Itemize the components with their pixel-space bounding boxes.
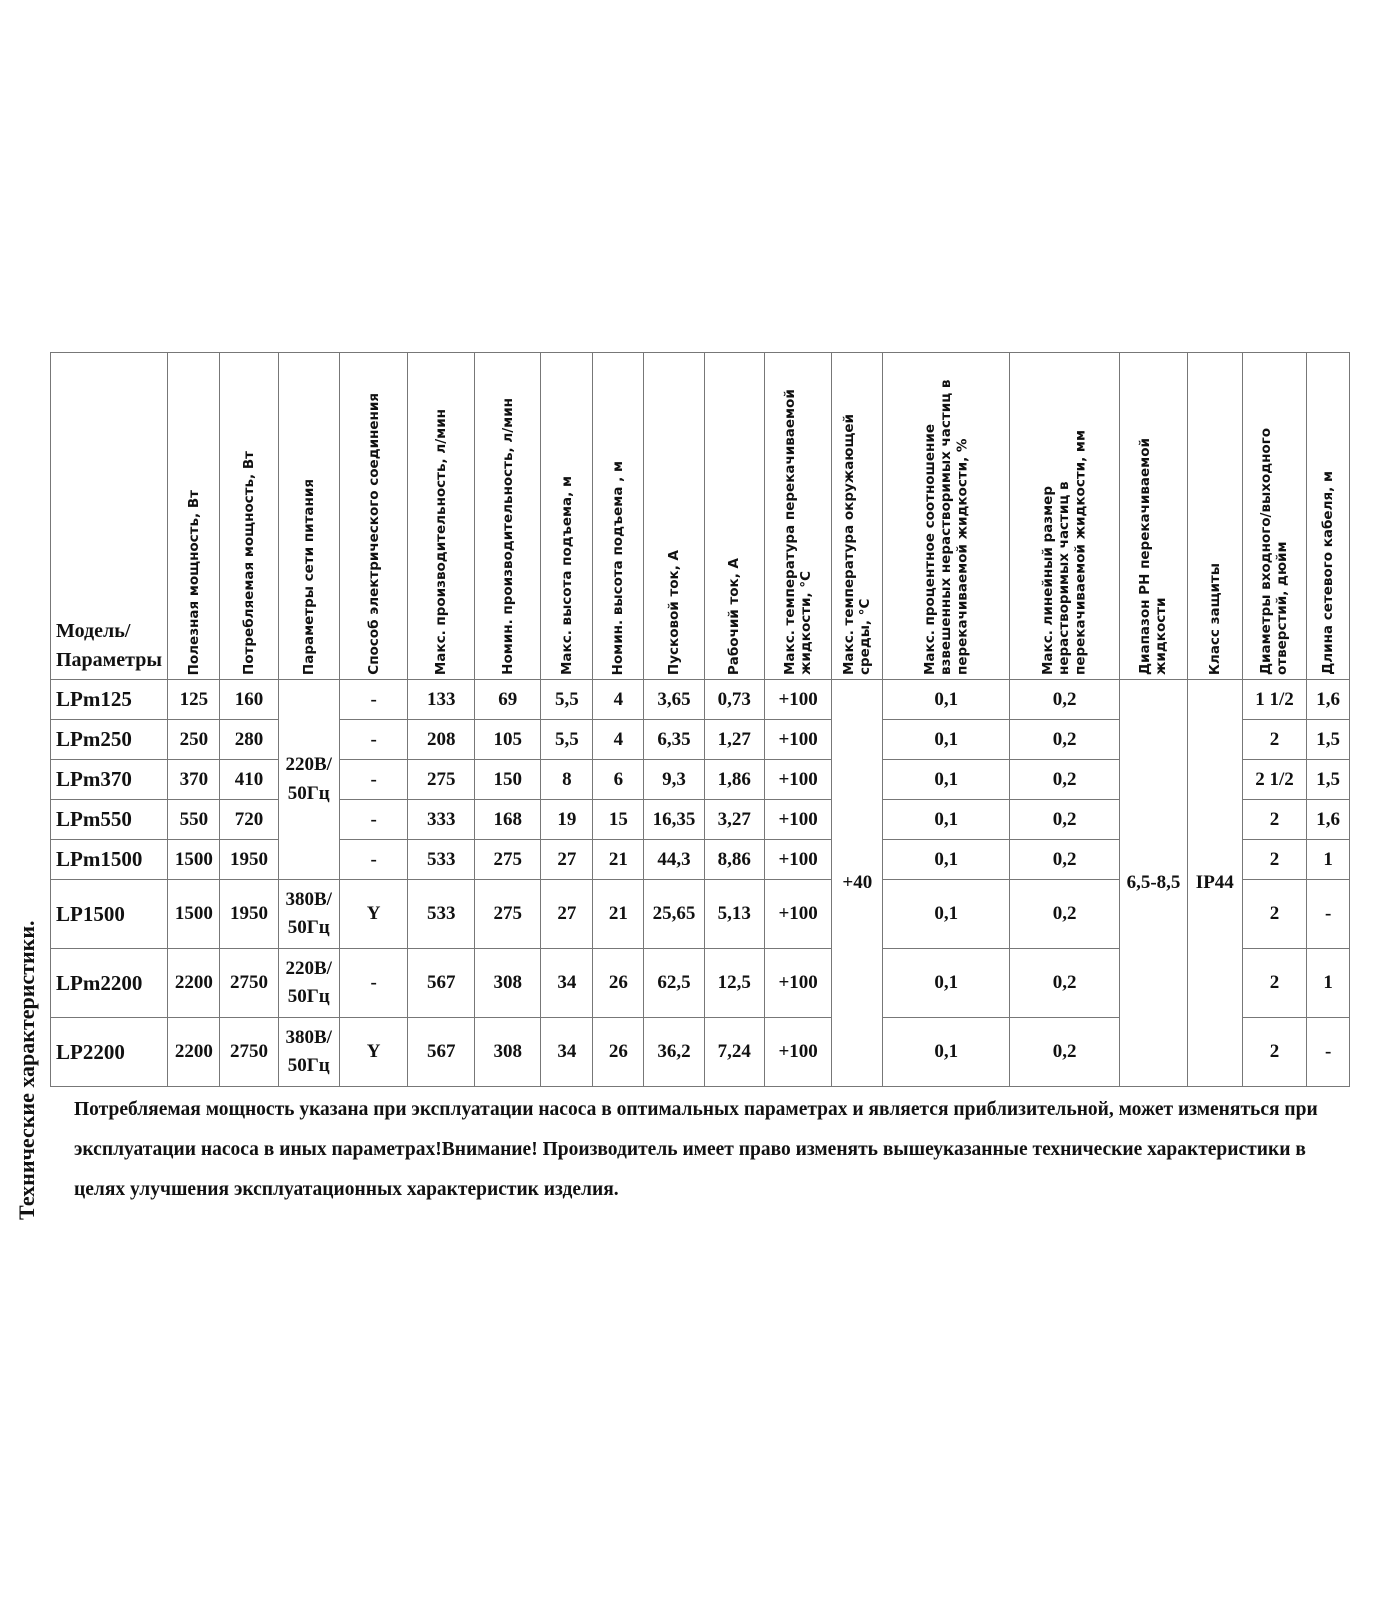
table-cell: 0,1 xyxy=(883,949,1010,1018)
model-cell: LPm1500 xyxy=(51,840,168,880)
table-cell: 1,86 xyxy=(704,760,764,800)
table-cell: 3,65 xyxy=(644,680,704,720)
corner-label: Модель/ Параметры xyxy=(51,353,168,680)
table-cell: 0,2 xyxy=(1010,680,1120,720)
table-cell: 208 xyxy=(408,720,475,760)
table-cell: 5,5 xyxy=(541,720,593,760)
table-cell: +100 xyxy=(764,720,832,760)
model-cell: LP1500 xyxy=(51,880,168,949)
table-cell: - xyxy=(1307,880,1350,949)
table-cell: 8 xyxy=(541,760,593,800)
table-cell: - xyxy=(339,680,408,720)
table-cell: 2 xyxy=(1242,720,1306,760)
table-cell: 16,35 xyxy=(644,800,704,840)
header-cell: Номин. производительность, л/мин xyxy=(499,398,516,675)
ph-range-merged-cell: 6,5-8,5 xyxy=(1120,680,1188,1087)
table-cell: 0,1 xyxy=(883,840,1010,880)
header-cell: Макс. линейный размер нерастворимых частиц в перекачиваемой жидкости, мм xyxy=(1040,430,1089,675)
table-cell: 1,27 xyxy=(704,720,764,760)
table-cell: +100 xyxy=(764,680,832,720)
table-cell: 1950 xyxy=(220,880,278,949)
header-row xyxy=(51,353,1350,680)
table-cell: 36,2 xyxy=(644,1018,704,1087)
table-cell: 0,1 xyxy=(883,760,1010,800)
table-cell: 0,2 xyxy=(1010,800,1120,840)
table-cell: 1 xyxy=(1307,949,1350,1018)
table-cell: 0,1 xyxy=(883,800,1010,840)
header-cell: Потребляемая мощность, Вт xyxy=(240,450,257,675)
table-cell: 7,24 xyxy=(704,1018,764,1087)
table-cell: 34 xyxy=(541,1018,593,1087)
table-cell: 21 xyxy=(593,840,644,880)
table-cell: 5,5 xyxy=(541,680,593,720)
table-cell: 0,2 xyxy=(1010,1018,1120,1087)
protection-class-merged-cell: IP44 xyxy=(1187,680,1242,1087)
footnote: Потребляемая мощность указана при эксплуатации насоса в оптимальных параметрах и является приблизительной, может изменяться при эксплуатации насоса в иных параметрах!Внимание! Производитель имеет право изменять вышеуказанные технические характеристики в целях улучшения эксплуатационных характеристик изделия. xyxy=(74,1099,1318,1200)
table-cell: 0,2 xyxy=(1010,720,1120,760)
table-cell: 0,2 xyxy=(1010,840,1120,880)
table-cell: 125 xyxy=(168,680,220,720)
table-cell: 2 xyxy=(1242,840,1306,880)
table-cell: 720 xyxy=(220,800,278,840)
table-cell: 1 1/2 xyxy=(1242,680,1306,720)
table-cell: 26 xyxy=(593,1018,644,1087)
table-cell: 2 xyxy=(1242,949,1306,1018)
header-cell: Диапазон PH перекачиваемой жидкости xyxy=(1137,438,1170,675)
spec-table xyxy=(50,352,1350,1087)
table-cell: 1,5 xyxy=(1307,720,1350,760)
table-cell: 0,1 xyxy=(883,880,1010,949)
table-cell: 0,2 xyxy=(1010,760,1120,800)
table-cell: 1 xyxy=(1307,840,1350,880)
header-cell: Макс. температура окружающей среды, °С xyxy=(841,413,874,675)
model-cell: LPm2200 xyxy=(51,949,168,1018)
table-cell: 3,27 xyxy=(704,800,764,840)
table-row xyxy=(51,680,1350,720)
table-cell: 250 xyxy=(168,720,220,760)
table-cell: 1500 xyxy=(168,880,220,949)
table-cell: 69 xyxy=(474,680,541,720)
table-cell: Y xyxy=(339,1018,408,1087)
table-cell: 2200 xyxy=(168,949,220,1018)
table-cell: 62,5 xyxy=(644,949,704,1018)
table-cell: 5,13 xyxy=(704,880,764,949)
table-cell: 0,1 xyxy=(883,1018,1010,1087)
table-cell: 133 xyxy=(408,680,475,720)
header-cell: Макс. процентное соотношение взвешенных нерастворимых частиц в перекачиваемой жидкости, % xyxy=(921,379,971,675)
table-cell: 6,35 xyxy=(644,720,704,760)
table-cell: 410 xyxy=(220,760,278,800)
table-cell: 2750 xyxy=(220,949,278,1018)
header-cell: Длина сетевого кабеля, м xyxy=(1320,471,1337,675)
table-cell: 8,86 xyxy=(704,840,764,880)
table-cell: 2750 xyxy=(220,1018,278,1087)
table-cell: 333 xyxy=(408,800,475,840)
table-cell: 9,3 xyxy=(644,760,704,800)
table-cell: 0,2 xyxy=(1010,949,1120,1018)
table-cell: 280 xyxy=(220,720,278,760)
table-cell: 275 xyxy=(408,760,475,800)
table-cell: 44,3 xyxy=(644,840,704,880)
header-cell: Пусковой ток, А xyxy=(665,549,682,675)
table-cell: 0,73 xyxy=(704,680,764,720)
table-cell: 1,6 xyxy=(1307,680,1350,720)
table-cell: 533 xyxy=(408,840,475,880)
header-cell: Диаметры входного/выходного отверстий, дюйм xyxy=(1258,427,1291,675)
network-cell: 380В/ 50Гц xyxy=(278,1018,339,1087)
model-cell: LPm550 xyxy=(51,800,168,840)
table-cell: 21 xyxy=(593,880,644,949)
table-cell: 550 xyxy=(168,800,220,840)
table-cell: 1950 xyxy=(220,840,278,880)
table-cell: 533 xyxy=(408,880,475,949)
table-cell: 2 xyxy=(1242,880,1306,949)
table-cell: 0,1 xyxy=(883,680,1010,720)
header-cell: Макс. производительность, л/мин xyxy=(433,408,450,675)
table-cell: 2 1/2 xyxy=(1242,760,1306,800)
table-cell: +100 xyxy=(764,800,832,840)
table-cell: 1500 xyxy=(168,840,220,880)
header-cell: Класс защиты xyxy=(1206,562,1223,675)
header-cell: Макс. температура перекачиваемой жидкости, °С xyxy=(781,389,815,675)
side-title: Технические характеристики. xyxy=(14,920,39,1220)
table-cell: 1,6 xyxy=(1307,800,1350,840)
header-cell: Рабочий ток, А xyxy=(726,557,743,675)
header-cell: Номин. высота подъема , м xyxy=(610,460,627,675)
model-cell: LPm250 xyxy=(51,720,168,760)
table-cell: 0,1 xyxy=(883,720,1010,760)
table-cell: 105 xyxy=(474,720,541,760)
table-cell: +100 xyxy=(764,1018,832,1087)
table-cell: 26 xyxy=(593,949,644,1018)
table-cell: 567 xyxy=(408,1018,475,1087)
table-cell: - xyxy=(339,800,408,840)
table-cell: 0,2 xyxy=(1010,880,1120,949)
table-cell: Y xyxy=(339,880,408,949)
table-cell: 12,5 xyxy=(704,949,764,1018)
table-cell: 34 xyxy=(541,949,593,1018)
table-cell: 4 xyxy=(593,720,644,760)
table-cell: - xyxy=(339,840,408,880)
table-cell: 168 xyxy=(474,800,541,840)
table-cell: 160 xyxy=(220,680,278,720)
table-cell: 275 xyxy=(474,880,541,949)
model-cell: LP2200 xyxy=(51,1018,168,1087)
header-cell: Макс. высота подъема, м xyxy=(558,475,575,675)
table-cell: +100 xyxy=(764,949,832,1018)
table-cell: 25,65 xyxy=(644,880,704,949)
table-cell: - xyxy=(339,949,408,1018)
network-cell: 380В/ 50Гц xyxy=(278,880,339,949)
table-cell: 2 xyxy=(1242,800,1306,840)
table-cell: 6 xyxy=(593,760,644,800)
table-cell: 275 xyxy=(474,840,541,880)
table-cell: 19 xyxy=(541,800,593,840)
table-cell: - xyxy=(339,720,408,760)
table-cell: +100 xyxy=(764,840,832,880)
network-merged-cell: 220В/ 50Гц xyxy=(278,680,339,880)
table-cell: 308 xyxy=(474,949,541,1018)
table-cell: 308 xyxy=(474,1018,541,1087)
table-cell: 2 xyxy=(1242,1018,1306,1087)
table-cell: +100 xyxy=(764,760,832,800)
table-cell: 2200 xyxy=(168,1018,220,1087)
network-cell: 220В/ 50Гц xyxy=(278,949,339,1018)
ambient-temp-merged-cell: +40 xyxy=(832,680,883,1087)
table-cell: 150 xyxy=(474,760,541,800)
model-cell: LPm370 xyxy=(51,760,168,800)
table-cell: - xyxy=(339,760,408,800)
table-cell: 1,5 xyxy=(1307,760,1350,800)
header-cell: Способ электрического соединения xyxy=(365,393,382,675)
header-cell: Полезная мощность, Вт xyxy=(185,489,202,675)
table-cell: 27 xyxy=(541,840,593,880)
table-cell: 4 xyxy=(593,680,644,720)
table-cell: 370 xyxy=(168,760,220,800)
table-cell: 27 xyxy=(541,880,593,949)
table-cell: +100 xyxy=(764,880,832,949)
table-cell: 15 xyxy=(593,800,644,840)
model-cell: LPm125 xyxy=(51,680,168,720)
table-cell: 567 xyxy=(408,949,475,1018)
header-cell: Параметры сети питания xyxy=(300,478,317,675)
table-cell: - xyxy=(1307,1018,1350,1087)
